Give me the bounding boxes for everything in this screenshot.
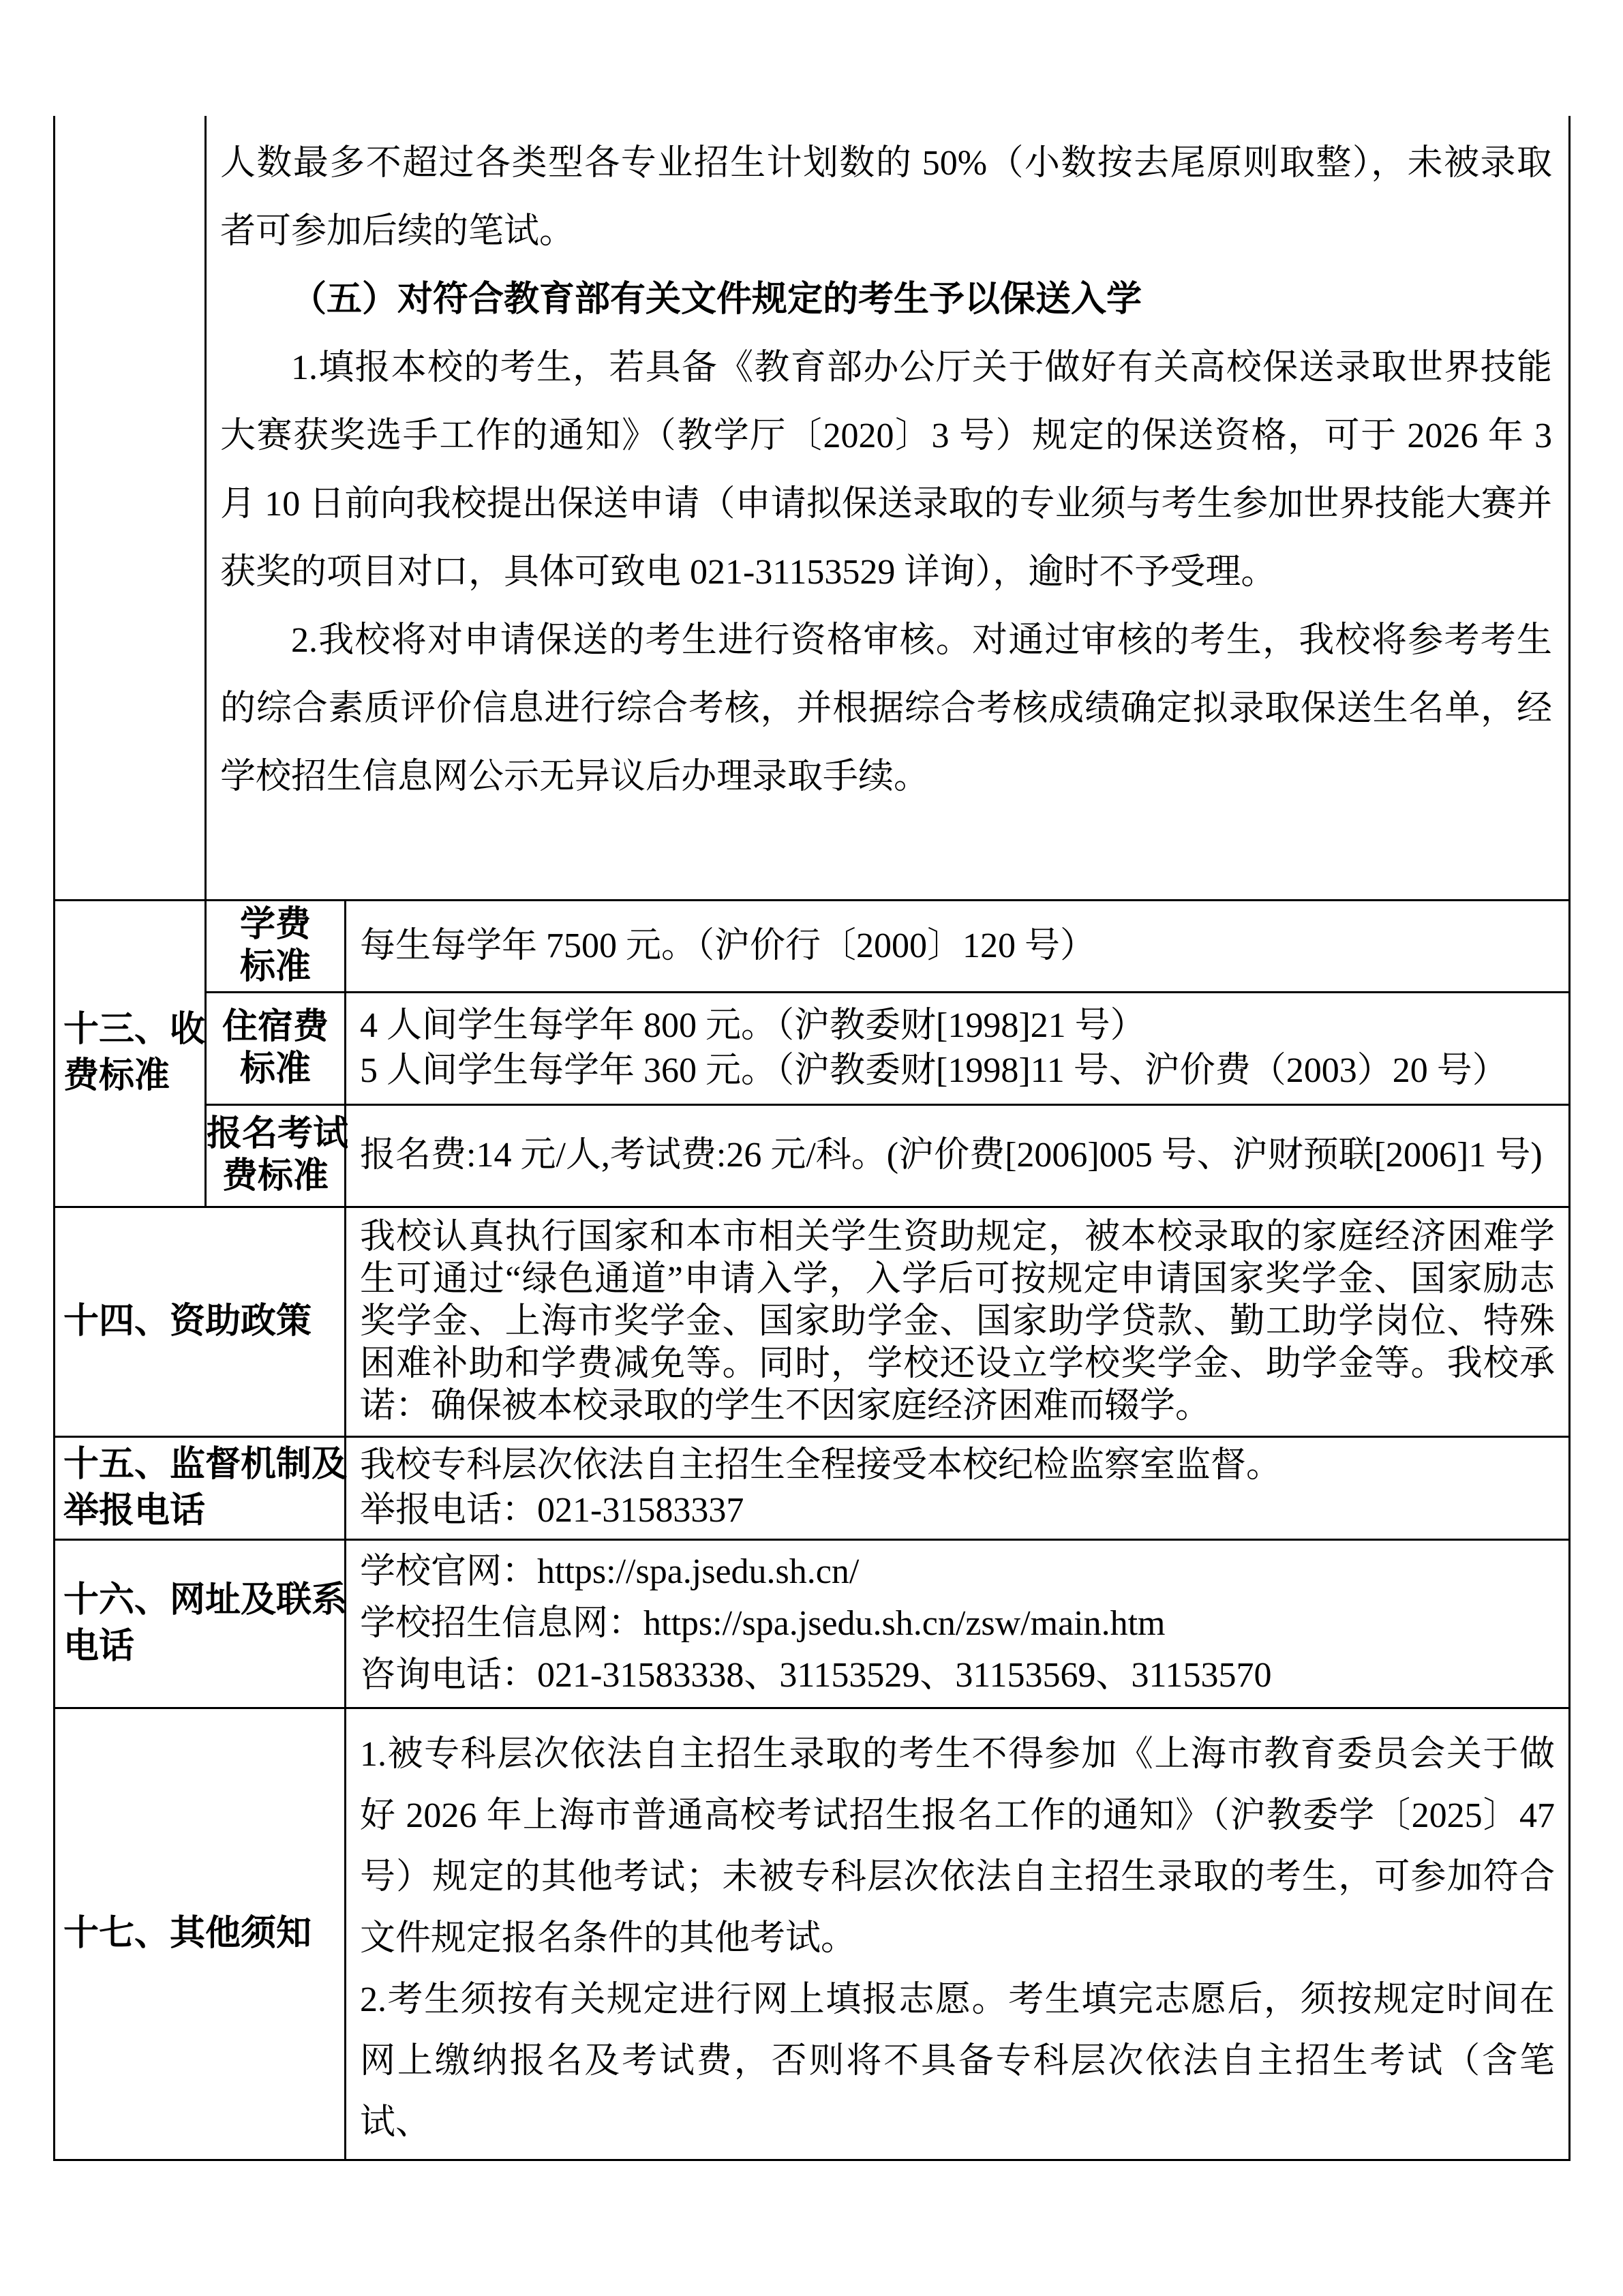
official-website-line: 学校官网：https://spa.jsedu.sh.cn/ — [360, 1552, 860, 1591]
other-notes-paragraph-1: 1.被专科层次依法自主招生录取的考生不得参加《上海市教育委员会关于做好 2026 年上海市普通高校考试招生报名工作的通知》（沪教委学〔2025〕47 号）规定的其他考试；未被专科层次依法自主招生录取的考生，可参加符合文件规定报名条件的其他考试。 — [360, 1734, 1555, 1958]
row-continuation — [55, 116, 1570, 900]
financial-aid-content-cell — [346, 1207, 1570, 1436]
continuation-empty-label-cell — [55, 116, 206, 900]
tuition-sublabel-line-1: 学费 — [239, 905, 311, 944]
tuition-line: 每生每学年 7500 元。（沪价行〔2000〕120 号） — [360, 926, 1096, 965]
supervision-content-cell — [346, 1436, 1570, 1539]
tuition-sublabel-line-2: 标准 — [239, 947, 311, 986]
row-13-label-cell — [55, 900, 206, 1207]
row-15-supervision — [55, 1436, 1570, 1539]
tuition-sublabel-cell — [206, 900, 346, 992]
exam-fee-sublabel-line-1: 报名考试 — [207, 1115, 349, 1153]
financial-aid-paragraph: 我校认真执行国家和本市相关学生资助规定，被本校录取的家庭经济困难学生可通过“绿色通道”申请入学，入学后可按规定申请国家奖学金、国家励志奖学金、上海市奖学金、国家助学金、国家助学贷款、勤工助学岗位、特殊困难补助和学费减免等。同时，学校还设立学校奖学金、助学金等。我校承诺：确保被本校录取的学生不因家庭经济困难而辍学。 — [360, 1217, 1555, 1425]
row-15-label-line-2: 举报电话 — [63, 1491, 206, 1530]
row-13-accommodation-fee — [55, 992, 1570, 1104]
website-content-cell — [346, 1539, 1570, 1708]
admissions-info-table — [53, 116, 1571, 2161]
exam-fee-content-cell — [346, 1104, 1570, 1207]
admissions-website-line: 学校招生信息网：https://spa.jsedu.sh.cn/zsw/main.htm — [360, 1603, 1166, 1643]
exam-fee-line: 报名费:14 元/人,考试费:26 元/科。(沪价费[2006]005 号、沪财预联[2006]1 号) — [360, 1136, 1543, 1175]
other-notes-content-cell — [346, 1708, 1570, 2160]
accommodation-sublabel-line-2: 标准 — [239, 1049, 311, 1089]
section-heading-5: （五）对符合教育部有关文件规定的考生予以保送入学 — [291, 280, 1142, 319]
accommodation-sublabel-cell — [206, 992, 346, 1104]
row-17-label: 十七、其他须知 — [63, 1914, 312, 1953]
accommodation-line-1: 4 人间学生每学年 800 元。（沪教委财[1998]21 号） — [360, 1006, 1146, 1045]
exam-fee-sublabel-line-2: 费标准 — [222, 1157, 329, 1196]
row-16-website-contact — [55, 1539, 1570, 1708]
supervision-phone: 举报电话：021-31583337 — [360, 1490, 744, 1530]
row-14-label: 十四、资助政策 — [63, 1301, 312, 1341]
row-17-other-notes — [55, 1708, 1570, 2160]
row-13-tuition-fee — [55, 900, 1570, 992]
row-14-label-cell — [55, 1207, 346, 1436]
row-16-label-cell — [55, 1539, 346, 1708]
row-17-label-cell — [55, 1708, 346, 2160]
contact-phone-line: 咨询电话：021-31583338、31153529、31153569、31153570 — [360, 1655, 1272, 1695]
row-16-label-line-1: 十六、网址及联系 — [63, 1580, 348, 1620]
row-13-label-line-2: 费标准 — [63, 1057, 170, 1096]
row-13-exam-fee — [55, 1104, 1570, 1207]
row-15-label-line-1: 十五、监督机制及 — [63, 1445, 348, 1484]
continuation-paragraph-1: 人数最多不超过各类型各专业招生计划数的 50%（小数按去尾原则取整），未被录取者可参加后续的笔试。 — [220, 144, 1552, 251]
row-14-financial-aid — [55, 1207, 1570, 1436]
accommodation-line-2: 5 人间学生每学年 360 元。（沪教委财[1998]11 号、沪价费（2003）20 号） — [360, 1051, 1508, 1090]
baosong-paragraph-2: 2.我校将对申请保送的考生进行资格审核。对通过审核的考生，我校将参考考生的综合素质评价信息进行综合考核，并根据综合考核成绩确定拟录取保送生名单，经学校招生信息网公示无异议后办理录取手续。 — [220, 621, 1552, 796]
accommodation-sublabel-line-1: 住宿费 — [222, 1007, 329, 1046]
row-13-label-line-1: 十三、收 — [63, 1010, 206, 1049]
supervision-line-1: 我校专科层次依法自主招生全程接受本校纪检监察室监督。 — [360, 1445, 1282, 1485]
baosong-paragraph-1: 1.填报本校的考生，若具备《教育部办公厅关于做好有关高校保送录取世界技能大赛获奖选手工作的通知》（教学厅〔2020〕3 号）规定的保送资格，可于 2026 年 3 月 10 日前向我校提出保送申请（申请拟保送录取的专业须与考生参加世界技能大赛并获奖的项目对口，具体可致电 021-31153529 详询），逾时不予受理。 — [220, 348, 1552, 592]
accommodation-content-cell — [346, 992, 1570, 1104]
other-notes-paragraph-2: 2.考生须按有关规定进行网上填报志愿。考生填完志愿后，须按规定时间在网上缴纳报名及考试费，否则将不具备专科层次依法自主招生考试（含笔试、 — [360, 1980, 1555, 2142]
tuition-content-cell — [346, 900, 1570, 992]
row-15-label-cell — [55, 1436, 346, 1539]
row-16-label-line-2: 电话 — [63, 1627, 135, 1666]
exam-fee-sublabel-cell — [206, 1104, 349, 1207]
continuation-content-cell — [206, 116, 1570, 900]
